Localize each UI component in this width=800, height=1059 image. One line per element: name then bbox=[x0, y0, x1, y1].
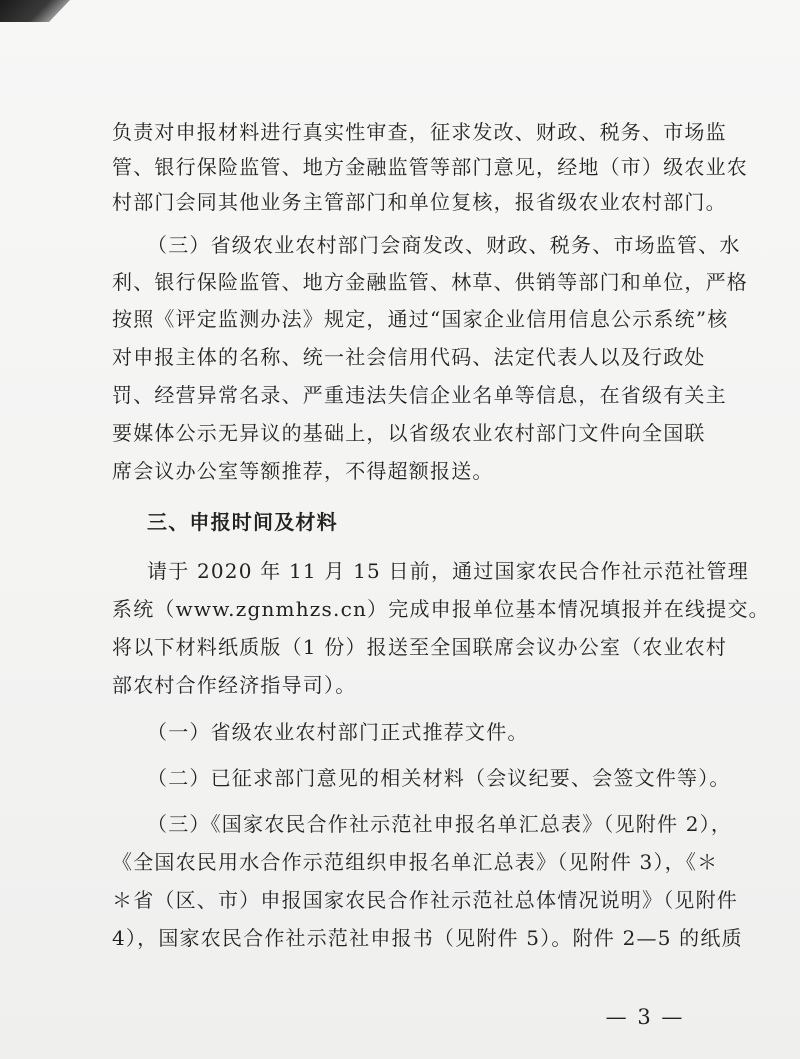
page-number: — 3 — bbox=[605, 1005, 685, 1029]
text-line: 《全国农民用水合作示范组织申报名单汇总表》（见附件 3），《＊ bbox=[112, 850, 719, 874]
text-line: 负责对申报材料进行真实性审查，征求发改、财政、税务、市场监 bbox=[112, 120, 727, 144]
text-line: 对申报主体的名称、统一社会信用代码、法定代表人以及行政处 bbox=[112, 345, 706, 369]
text-line: 罚、经营异常名录、严重违法失信企业名单等信息，在省级有关主 bbox=[112, 383, 727, 407]
text-line: 村部门会同其他业务主管部门和单位复核，报省级农业农村部门。 bbox=[112, 190, 727, 214]
text-line: 管、银行保险监管、地方金融监管等部门意见，经地（市）级农业农 bbox=[112, 155, 748, 179]
list-item: （三）《国家农民合作社示范社申报名单汇总表》（见附件 2）， bbox=[147, 812, 733, 836]
text-line: 部农村合作经济指导司）。 bbox=[112, 673, 357, 697]
text-line: 席会议办公室等额推荐，不得超额报送。 bbox=[112, 459, 494, 483]
list-item: （一）省级农业农村部门正式推荐文件。 bbox=[147, 720, 529, 744]
scan-corner-shadow bbox=[0, 0, 70, 22]
text-line: ＊省（区、市）申报国家农民合作社示范社总体情况说明》（见附件 bbox=[112, 888, 738, 912]
text-line: 要媒体公示无异议的基础上，以省级农业农村部门文件向全国联 bbox=[112, 421, 706, 445]
text-line: 将以下材料纸质版（1 份）报送至全国联席会议办公室（农业农村 bbox=[112, 635, 728, 659]
text-line: （三）省级农业农村部门会商发改、财政、税务、市场监管、水 bbox=[147, 233, 741, 257]
text-line: 系统（www.zgnmhzs.cn）完成申报单位基本情况填报并在线提交。 bbox=[112, 597, 770, 621]
text-line: 4），国家农民合作社示范社申报书（见附件 5）。附件 2—5 的纸质 bbox=[112, 926, 743, 950]
text-line: 按照《评定监测办法》规定，通过“国家企业信用信息公示系统”核 bbox=[112, 307, 729, 331]
text-line: 利、银行保险监管、地方金融监管、林草、供销等部门和单位，严格 bbox=[112, 270, 748, 294]
text-line: 请于 2020 年 11 月 15 日前，通过国家农民合作社示范社管理 bbox=[147, 559, 749, 583]
list-item: （二）已征求部门意见的相关材料（会议纪要、会签文件等）。 bbox=[147, 766, 731, 790]
section-heading: 三、申报时间及材料 bbox=[147, 510, 338, 534]
